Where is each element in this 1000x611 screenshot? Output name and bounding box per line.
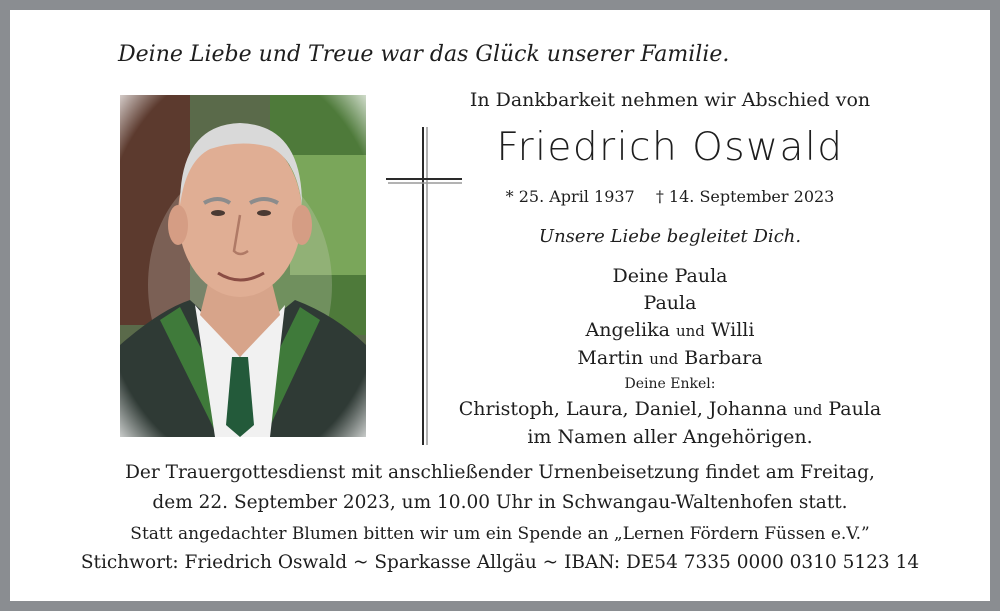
intro-text: In Dankbarkeit nehmen wir Abschied von <box>469 89 871 111</box>
conjunction: und <box>649 350 679 368</box>
mourner-name: Willi <box>710 319 755 341</box>
service-info-line: Der Trauergottesdienst mit anschließender Urnenbeisetzung findet am Freitag, <box>125 462 875 483</box>
mourner-line: Deine Paula <box>612 265 728 287</box>
birth-date: * 25. April 1937 <box>505 187 635 206</box>
mourners-list <box>440 263 900 451</box>
mourner-name: Martin <box>577 347 644 369</box>
mourner-line: Paula <box>643 292 697 314</box>
conjunction: und <box>675 322 705 340</box>
closing-line: im Namen aller Angehörigen. <box>527 426 813 448</box>
mourner-line <box>440 317 900 345</box>
portrait-photo <box>120 95 366 437</box>
death-date: † 14. September 2023 <box>655 187 835 206</box>
donation-info-line: Statt angedachter Blumen bitten wir um ein Spende an „Lernen Fördern Füssen e.V.” <box>130 524 870 544</box>
mourner-line <box>440 345 900 373</box>
grandchildren-names: Christoph, Laura, Daniel, Johanna <box>458 398 788 420</box>
motto-text: Deine Liebe und Treue war das Glück unserer Familie. <box>118 42 730 67</box>
life-dates <box>440 187 900 206</box>
dedication-text: Unsere Liebe begleitet Dich. <box>538 226 802 247</box>
mourner-name: Angelika <box>585 319 670 341</box>
service-info-line: dem 22. September 2023, um 10.00 Uhr in Schwangau-Waltenhofen statt. <box>152 492 848 513</box>
deceased-name: Friedrich Oswald <box>496 125 844 170</box>
grandchildren-label: Deine Enkel: <box>624 376 716 392</box>
grandchildren-last: Paula <box>828 398 882 420</box>
mourner-name: Barbara <box>684 347 763 369</box>
bank-details-line: Stichwort: Friedrich Oswald ~ Sparkasse Allgäu ~ IBAN: DE54 7335 0000 0310 5123 14 <box>80 552 920 573</box>
grandchildren-line <box>440 396 900 424</box>
conjunction: und <box>793 401 823 419</box>
